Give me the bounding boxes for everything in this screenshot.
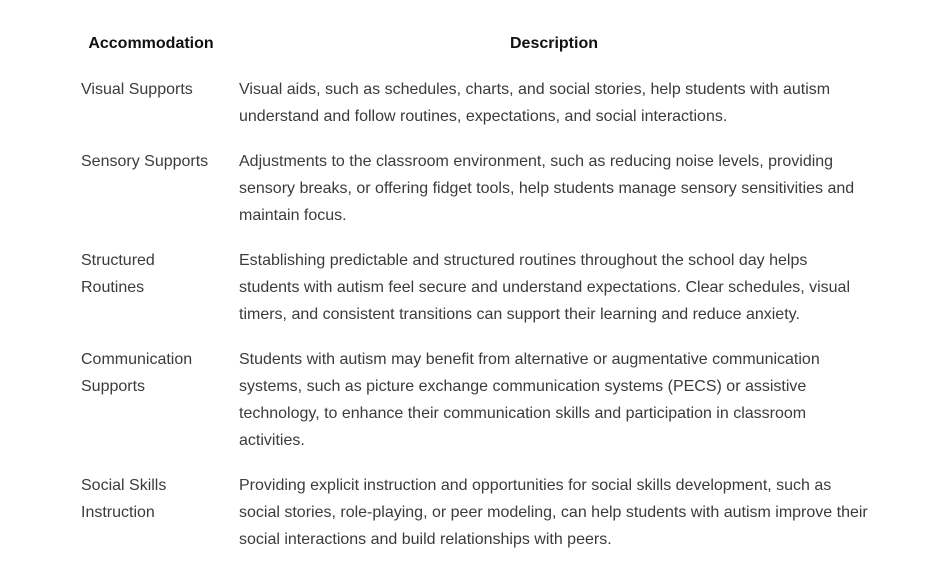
description-cell: Providing explicit instruction and opportunities for social skills development, such as social stories, role-playing, or peer modeling, can help students with autism improve their social interactions and build relationships with peers. xyxy=(239,477,868,548)
accommodation-cell: Sensory Supports xyxy=(81,153,209,170)
accommodation-cell: Structured Routines xyxy=(81,252,155,296)
table-row xyxy=(72,74,878,146)
accommodation-cell: Visual Supports xyxy=(81,81,193,98)
header-row xyxy=(72,24,878,74)
header-description: Description xyxy=(509,35,598,52)
description-cell: Adjustments to the classroom environment, such as reducing noise levels, providing sensory breaks, or offering fidget tools, help students manage sensory sensitivities and maintain focus. xyxy=(239,153,855,224)
header-accommodation: Accommodation xyxy=(88,35,214,52)
accommodations-table xyxy=(72,24,878,569)
table-row xyxy=(72,245,878,344)
table-row xyxy=(72,344,878,470)
description-cell: Establishing predictable and structured routines throughout the school day helps students with autism feel secure and understand expectations. Clear schedules, visual timers, and consistent transitions can support their learning and reduce anxiety. xyxy=(239,252,851,323)
table-row xyxy=(72,146,878,245)
accommodation-cell: Communication Supports xyxy=(81,351,193,395)
table-body xyxy=(72,74,878,569)
table-row xyxy=(72,470,878,569)
accommodation-cell: Social Skills Instruction xyxy=(81,477,167,521)
description-cell: Visual aids, such as schedules, charts, and social stories, help students with autism understand and follow routines, expectations, and social interactions. xyxy=(239,81,831,125)
table-header xyxy=(72,24,878,74)
description-cell: Students with autism may benefit from alternative or augmentative communication systems, such as picture exchange communication systems (PECS) or assistive technology, to enhance their communication skills and participation in classroom activities. xyxy=(239,351,820,449)
